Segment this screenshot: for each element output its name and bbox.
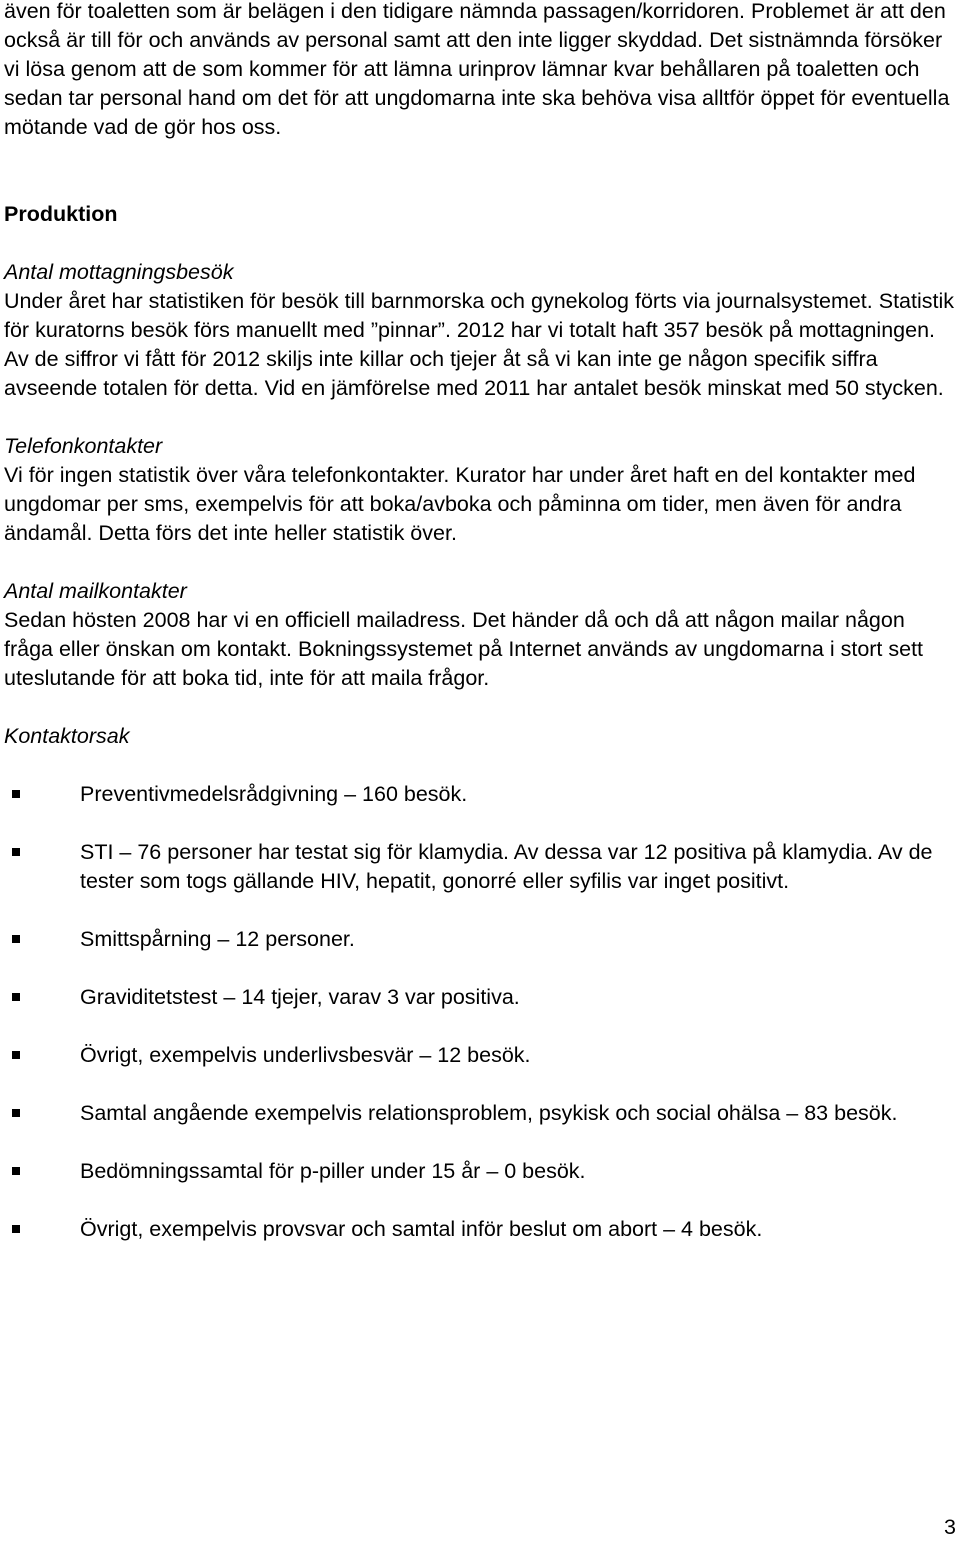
list-item-text: Övrigt, exempelvis provsvar och samtal inför beslut om abort – 4 besök. [80, 1217, 763, 1241]
square-bullet-icon [12, 790, 20, 798]
list-item [4, 1157, 954, 1186]
square-bullet-icon [12, 935, 20, 943]
subheading-telefonkontakter: Telefonkontakter [4, 434, 163, 458]
document-page [4, 0, 954, 1273]
list-item-text: Preventivmedelsrådgivning – 160 besök. [80, 782, 468, 806]
square-bullet-icon [12, 1225, 20, 1233]
list-item-text: Övrigt, exempelvis underlivsbesvär – 12 besök. [80, 1043, 531, 1067]
list-item [4, 838, 954, 896]
section-heading: Produktion [4, 202, 118, 226]
square-bullet-icon [12, 993, 20, 1001]
square-bullet-icon [12, 1109, 20, 1117]
square-bullet-icon [12, 1051, 20, 1059]
list-item [4, 1041, 954, 1070]
paragraph-mailkontakter: Sedan hösten 2008 har vi en officiell mailadress. Det händer då och då att någon mailar någon fråga eller önskan om kontakt. Bokningssystemet på Internet används av ungdomarna i stort sett uteslutande för att boka tid, inte för att maila frågor. [4, 608, 924, 690]
list-item [4, 1099, 954, 1128]
square-bullet-icon [12, 1167, 20, 1175]
list-item [4, 780, 954, 809]
paragraph-telefonkontakter: Vi för ingen statistik över våra telefonkontakter. Kurator har under året haft en del kontakter med ungdomar per sms, exempelvis för att boka/avboka och påminna om tider, men även för andra ändamål. Detta förs det inte heller statistik över. [4, 463, 916, 545]
list-item [4, 925, 954, 954]
subheading-mottagningsbesok: Antal mottagningsbesök [4, 260, 234, 284]
list-item [4, 1215, 954, 1244]
intro-paragraph: även för toaletten som är belägen i den tidigare nämnda passagen/korridoren. Problemet är att den också är till för och används av personal samt att den inte ligger skyddad. Det sistnämnda försöker vi lösa genom att de som kommer för att lämna urinprov lämnar kvar behållaren på toaletten och sedan tar personal hand om det för att ungdomarna inte ska behöva visa alltför öppet för eventuella mötande vad de gör hos oss. [4, 0, 950, 139]
subheading-kontaktorsak: Kontaktorsak [4, 724, 130, 748]
paragraph-mottagningsbesok: Under året har statistiken för besök till barnmorska och gynekolog förts via journalsystemet. Statistik för kuratorns besök förs manuellt med ”pinnar”. 2012 har vi totalt haft 357 besök på mottagningen. Av de siffror vi fått för 2012 skiljs inte killar och tjejer åt så vi kan inte ge någon specifik siffra avseende totalen för detta. Vid en jämförelse med 2011 har antalet besök minskat med 50 stycken. [4, 289, 954, 400]
square-bullet-icon [12, 848, 20, 856]
list-item-text: Bedömningssamtal för p-piller under 15 år – 0 besök. [80, 1159, 586, 1183]
list-item-text: Graviditetstest – 14 tjejer, varav 3 var positiva. [80, 985, 520, 1009]
page-number: 3 [944, 1515, 956, 1539]
kontaktorsak-list [4, 780, 954, 1244]
list-item-text: STI – 76 personer har testat sig för klamydia. Av dessa var 12 positiva på klamydia. Av de tester som togs gällande HIV, hepatit, gonorré eller syfilis var inget positivt. [80, 840, 933, 893]
subheading-mailkontakter: Antal mailkontakter [4, 579, 187, 603]
list-item [4, 983, 954, 1012]
list-item-text: Samtal angående exempelvis relationsproblem, psykisk och social ohälsa – 83 besök. [80, 1101, 898, 1125]
list-item-text: Smittspårning – 12 personer. [80, 927, 355, 951]
